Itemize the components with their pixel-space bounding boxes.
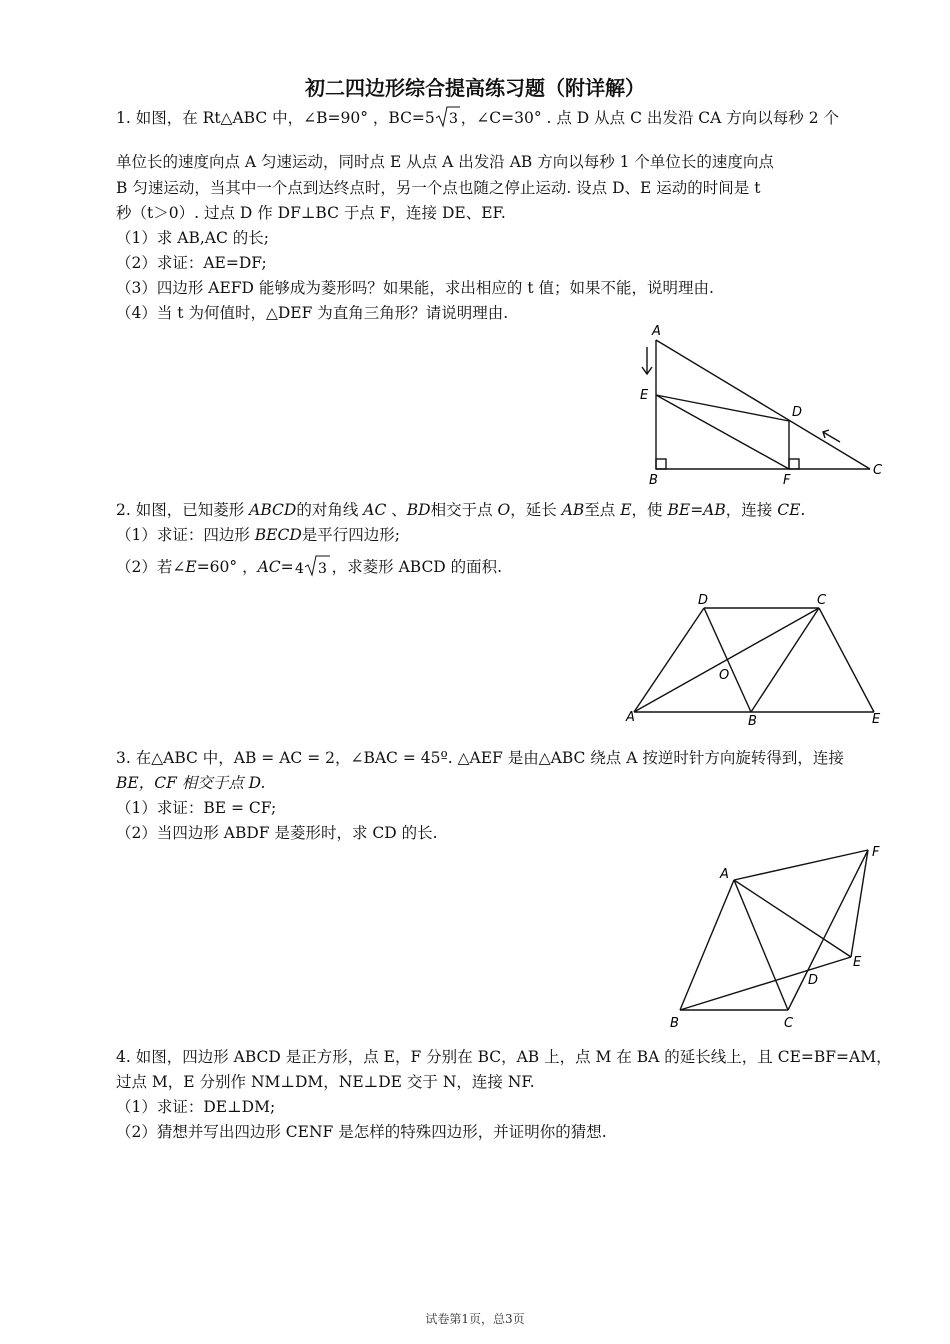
q2-text-b: ABCD (249, 501, 297, 519)
q2-segment-AC (634, 608, 819, 712)
q3-part-2: （2）当四边形 ABDF 是菱形时，求 CD 的长. (116, 824, 438, 842)
q1-segment-EF (656, 395, 789, 469)
q2-part-1 (116, 525, 400, 545)
q2-p2-a: （2）若∠ (116, 558, 186, 576)
q1-part-2: （2）求证：AE=DF; (116, 254, 267, 272)
q1-line-1b: ，∠C=30° . 点 D 从点 C 出发沿 CA 方向以每秒 2 个 (460, 109, 839, 127)
q1-part-1: （1）求 AB,AC 的长; (116, 229, 270, 247)
q3-label-A: A (720, 867, 729, 882)
q2-text-l: E (620, 501, 632, 519)
q3-label-C: C (784, 1016, 794, 1031)
q2-p2-h: ，求菱形 ABCD 的面积. (331, 558, 503, 576)
q3-line-1: 3. 在△ABC 中，AB = AC = 2，∠BAC = 45º. △AEF 是由△ABC 绕点 A 按逆时针方向旋转得到，连接 (116, 749, 844, 767)
page-title: 初二四边形综合提高练习题（附详解） (305, 76, 645, 100)
q2-label-B: B (748, 714, 757, 729)
page-footer: 试卷第1页，总3页 (425, 1312, 525, 1326)
q1-line-3: B 匀速运动，当其中一个点到达终点时，另一个点也随之停止运动. 设点 D、E 运动的时间是 t (116, 179, 761, 197)
q3-label-E: E (853, 955, 862, 970)
q1-segment-AC (656, 340, 870, 469)
q2-segment-CE (819, 608, 874, 712)
q2-text-m: ，使 (631, 501, 668, 519)
q2-p2-e: = (280, 558, 294, 576)
q3-segment-AF (734, 850, 868, 880)
q2-p2-b: E (185, 558, 197, 576)
q2-segment-AD (634, 608, 704, 712)
q2-text-j: AB (561, 501, 585, 519)
q1-right-angle-F (789, 459, 799, 469)
q2-label-C: C (817, 593, 827, 608)
q1-arrow-ca (823, 432, 840, 442)
q2-label-D: D (698, 593, 709, 608)
q2-text-p: CE (777, 501, 801, 519)
q2-text-f: BD (406, 501, 431, 519)
q3-segment-BE (680, 957, 851, 1010)
q1-figure (628, 322, 898, 487)
q2-radical (294, 552, 332, 584)
q2-line-1 (116, 500, 805, 520)
q2-text-c: 的对角线 (296, 501, 364, 519)
q1-part-4: （4）当 t 为何值时，△DEF 为直角三角形？请说明理由. (116, 304, 509, 322)
q1-label-B: B (649, 473, 658, 487)
q2-radicand: 3 (317, 561, 327, 577)
q1-label-F: F (783, 473, 791, 487)
q2-text-k: 至点 (584, 501, 621, 519)
q2-p1-b: BECD (254, 526, 302, 544)
q2-text-a: 2. 如图，已知菱形 (116, 501, 250, 519)
q1-label-E: E (640, 388, 649, 403)
q2-p1-a: （1）求证：四边形 (116, 526, 255, 544)
q2-text-d: AC (363, 501, 387, 519)
q3-label-D: D (808, 973, 819, 988)
q2-p2-d: AC (257, 558, 281, 576)
q1-label-A: A (652, 324, 661, 339)
q2-text-h: O (497, 501, 511, 519)
q1-line-2: 单位长的速度向点 A 匀速运动，同时点 E 从点 A 出发沿 AB 方向以每秒 1 个单位长的速度向点 (116, 153, 774, 171)
q4-part-2: （2）猜想并写出四边形 CENF 是怎样的特殊四边形，并证明你的猜想. (116, 1123, 607, 1141)
q1-right-angle-B (656, 459, 666, 469)
q2-text-e: 、 (386, 501, 407, 519)
q3-line-2: BE，CF 相交于点 D. (116, 774, 266, 792)
q2-part-2 (116, 552, 502, 584)
q2-p1-c: 是平行四边形; (301, 526, 401, 544)
q1-label-C: C (873, 463, 883, 478)
q2-label-O: O (719, 668, 730, 683)
q3-figure (660, 840, 890, 1035)
q1-label-D: D (792, 405, 803, 420)
q2-text-n: BE=AB (667, 501, 726, 519)
q1-line-1a: 1. 如图，在 Rt△ABC 中，∠B=90° ，BC=5 (116, 109, 435, 127)
q3-segment-AB (680, 880, 734, 1010)
q2-text-g: 相交于点 (430, 501, 498, 519)
q1-part-3: （3）四边形 AEFD 能够成为菱形吗？如果能，求出相应的 t 值；如果不能，说明理由. (116, 279, 714, 297)
q3-part-1: （1）求证：BE = CF; (116, 799, 277, 817)
q4-part-1: （1）求证：DE⊥DM; (116, 1098, 276, 1116)
q2-text-q: . (800, 501, 806, 519)
radical-sign (435, 104, 461, 134)
q2-figure (620, 590, 892, 730)
q3-label-F: F (872, 845, 880, 860)
q2-radical-coeff: 4 (294, 561, 304, 577)
q1-line-4: 秒（t＞0）. 过点 D 作 DF⊥BC 于点 F，连接 DE、EF. (116, 204, 506, 222)
q3-label-B: B (670, 1016, 679, 1031)
q4-line-2: 过点 M，E 分别作 NM⊥DM，NE⊥DE 交于 N，连接 NF. (116, 1073, 535, 1091)
q2-text-i: ，延长 (510, 501, 562, 519)
q2-segment-DB (704, 608, 751, 712)
q1-line-1 (116, 104, 839, 134)
q2-segment-CB (751, 608, 819, 712)
q4-line-1: 4. 如图，四边形 ABCD 是正方形，点 E，F 分别在 BC，AB 上，点 M 在 BA 的延长线上，且 CE=BF=AM， (116, 1048, 892, 1066)
q1-radicand: 3 (448, 111, 458, 127)
q2-text-o: ，连接 (725, 501, 778, 519)
q2-label-E: E (872, 712, 881, 727)
q2-label-A: A (626, 710, 635, 725)
q3-segment-CF (788, 850, 868, 1010)
q2-p2-c: =60° ， (196, 558, 258, 576)
